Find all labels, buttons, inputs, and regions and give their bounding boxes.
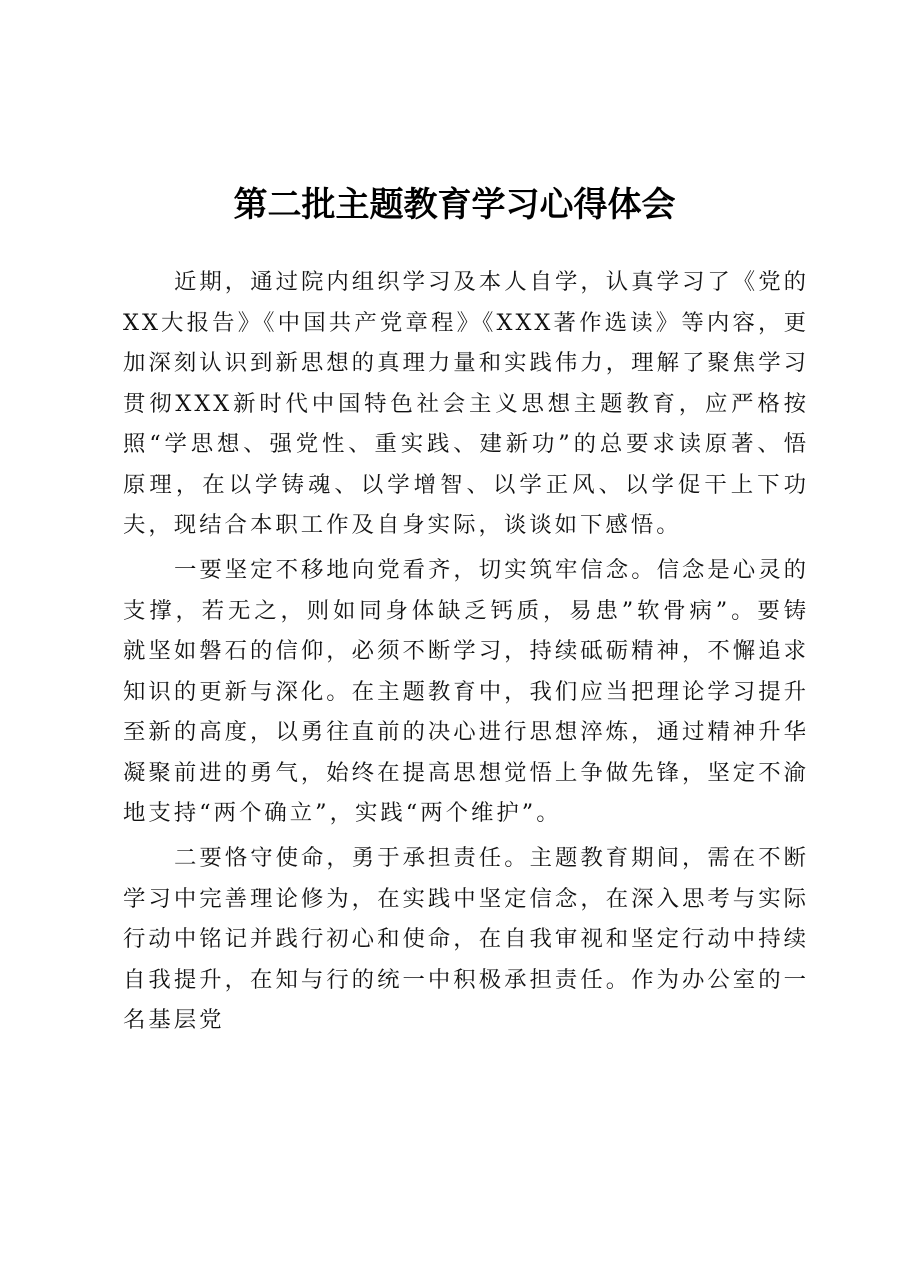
paragraph-point-one: 一要坚定不移地向党看齐，切实筑牢信念。信念是心灵的支撑，若无之，则如同身体缺乏钙质，易患”软骨病”。要铸就坚如磐石的信仰，必须不断学习，持续砥砺精神，不懈追求知识的更新与深化。在主题教育中，我们应当把理论学习提升至新的高度，以勇往直前的决心进行思想淬炼，通过精神升华凝聚前进的勇气，始终在提高思想觉悟上争做先锋，坚定不渝地支持“两个确立”，实践“两个维护”。 [123,557,809,826]
document-title: 第二批主题教育学习心得体会 [233,185,676,225]
paragraph-intro: 近期，通过院内组织学习及本人自学，认真学习了《党的XX大报告》《中国共产党章程》《XXX著作选读》等内容，更加深刻认识到新思想的真理力量和实践伟力，理解了聚焦学习贯彻XXX新时代中国特色社会主义思想主题教育，应严格按照“学思想、强党性、重实践、建新功”的总要求读原著、悟原理，在以学铸魂、以学增智、以学正风、以学促干上下功夫，现结合本职工作及自身实际，谈谈如下感悟。 [123,269,809,538]
document-body [123,262,809,1045]
paragraph-point-two: 二要恪守使命，勇于承担责任。主题教育期间，需在不断学习中完善理论修为，在实践中坚定信念，在深入思考与实际行动中铭记并践行初心和使命，在自我审视和坚定行动中持续自我提升，在知与行的统一中积极承担责任。作为办公室的一名基层党 [123,845,809,1033]
